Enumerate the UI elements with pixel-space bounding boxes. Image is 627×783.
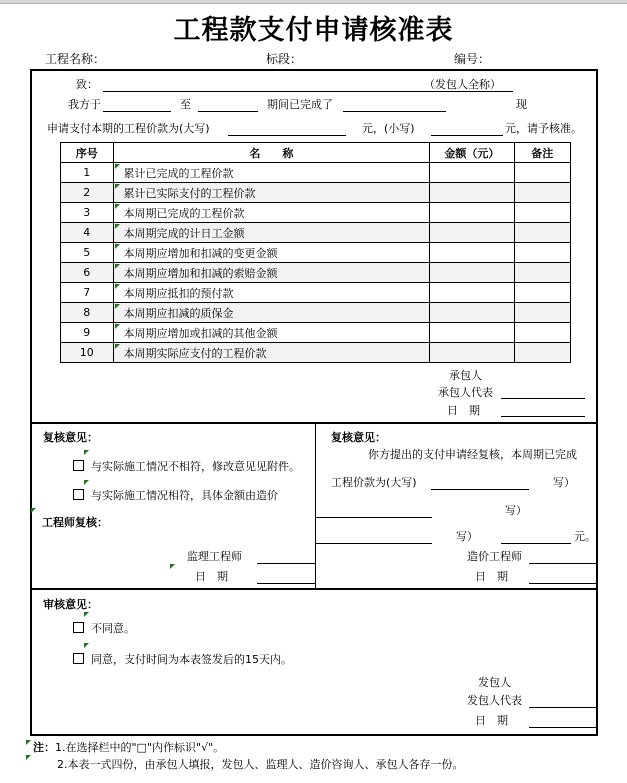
option-disagree-checkbox[interactable] (73, 622, 84, 633)
row-no: 1 (61, 163, 114, 183)
review-left-heading: 复核意见： (43, 431, 98, 444)
col-header-note: 备注 (514, 143, 570, 163)
supervisor-date-field[interactable] (257, 583, 315, 584)
row-amount-cell[interactable] (430, 223, 514, 243)
table-row (61, 183, 571, 203)
table-row (61, 223, 571, 243)
row-note-cell[interactable] (514, 203, 570, 223)
row-amount-cell[interactable] (430, 263, 514, 283)
now-label: 现 (516, 98, 527, 111)
yuan-approve-label: 元，请予核准。 (505, 122, 582, 135)
supervisor-sign-field[interactable] (257, 563, 315, 564)
comment-marker-icon (115, 284, 120, 289)
row-name: 累计已实际支付的工程价款 (123, 186, 256, 200)
start-date-field[interactable] (103, 111, 171, 112)
row-no: 4 (61, 223, 114, 243)
supervisor-date-label: 日 期 (195, 570, 228, 583)
review-xie-1: 写） (553, 476, 575, 489)
option-disagree-label: 不同意。 (91, 622, 135, 635)
engineer-review-label: 工程师复核： (42, 516, 108, 529)
comment-marker-icon (84, 450, 89, 455)
review-xie-3: 写） (456, 530, 478, 543)
row-no: 9 (61, 323, 114, 343)
period-done-label: 期间已完成了 (267, 98, 333, 111)
work-done-field[interactable] (343, 111, 446, 112)
comment-marker-icon (170, 564, 175, 569)
comment-marker-icon (115, 304, 120, 309)
employer-rep-field[interactable] (529, 707, 597, 708)
comment-marker-icon (115, 244, 120, 249)
notes-label: 注： (33, 741, 55, 754)
end-date-field[interactable] (198, 111, 258, 112)
to-word: 至 (180, 98, 191, 111)
payment-items-table (60, 142, 571, 363)
row-no: 6 (61, 263, 114, 283)
employer-date-label: 日 期 (475, 714, 508, 727)
comment-marker-icon (115, 264, 120, 269)
table-row (61, 203, 571, 223)
row-amount-cell[interactable] (430, 283, 514, 303)
row-no: 10 (61, 343, 114, 363)
table-row (61, 263, 571, 283)
row-amount-cell[interactable] (430, 323, 514, 343)
contractor-date-field[interactable] (501, 416, 585, 417)
row-amount-cell[interactable] (430, 163, 514, 183)
comment-marker-icon (84, 480, 89, 485)
cost-engineer-label: 造价工程师 (467, 550, 522, 563)
comment-marker-icon (26, 755, 31, 760)
table-row (61, 243, 571, 263)
review-column-divider (315, 423, 316, 588)
to-label: 致： (76, 78, 98, 91)
review-amount-figures-field[interactable] (501, 543, 571, 544)
we-label: 我方于 (68, 98, 101, 111)
table-row (61, 323, 571, 343)
review-amount-words-field[interactable] (431, 489, 529, 490)
table-row (61, 163, 571, 183)
option-match-checkbox[interactable] (73, 489, 84, 500)
option-match-label: 与实际施工情况相符，具体金额由造价 (91, 489, 278, 502)
row-note-cell[interactable] (514, 183, 570, 203)
employer-hint: （发包人全称） (424, 78, 501, 91)
column-ruler (0, 0, 627, 4)
employer-name-field[interactable] (103, 91, 513, 92)
table-header-row (61, 143, 571, 163)
row-name: 累计已完成的工程价款 (123, 166, 234, 180)
row-amount-cell[interactable] (430, 343, 514, 363)
cost-engineer-date-label: 日 期 (475, 570, 508, 583)
row-note-cell[interactable] (514, 223, 570, 243)
row-no: 5 (61, 243, 114, 263)
comment-marker-icon (115, 184, 120, 189)
row-no: 8 (61, 303, 114, 323)
row-note-cell[interactable] (514, 343, 570, 363)
row-no: 3 (61, 203, 114, 223)
row-name: 本周期已完成的工程价款 (123, 206, 245, 220)
col-header-name: 名 称 (113, 143, 430, 163)
cost-engineer-sign-field[interactable] (529, 563, 597, 564)
amount-figures-field[interactable] (431, 135, 503, 136)
contractor-label: 承包人 (449, 369, 482, 382)
comment-marker-icon (84, 612, 89, 617)
col-header-amount: 金额（元） (430, 143, 514, 163)
row-note-cell[interactable] (514, 163, 570, 183)
row-amount-cell[interactable] (430, 243, 514, 263)
review-line-field-1[interactable] (316, 517, 432, 518)
section-divider (31, 422, 597, 424)
employer-date-field[interactable] (529, 727, 597, 728)
option-mismatch-label: 与实际施工情况不相符，修改意见见附件。 (91, 460, 300, 473)
row-no: 2 (61, 183, 114, 203)
comment-marker-icon (84, 643, 89, 648)
row-no: 7 (61, 283, 114, 303)
audit-heading: 审核意见： (43, 598, 98, 611)
cost-engineer-date-field[interactable] (529, 583, 597, 584)
note-2: 2.本表一式四份，由承包人填报，发包人、监理人、造价咨询人、承包人各存一份。 (57, 758, 464, 771)
section-divider (31, 588, 597, 590)
review-right-line1: 你方提出的支付申请经复核，本周期已完成 (368, 448, 577, 461)
col-header-no: 序号 (61, 143, 114, 163)
employer-rep-label: 发包人代表 (467, 694, 522, 707)
comment-marker-icon (115, 164, 120, 169)
table-row (61, 283, 571, 303)
row-name: 本周期应增加和扣减的索赔金额 (123, 266, 278, 280)
comment-marker-icon (115, 204, 120, 209)
row-name: 本周期应扣减的质保金 (123, 306, 234, 320)
yuan-small-label: 元，(小写) (362, 122, 415, 135)
review-line-field-2[interactable] (316, 543, 432, 544)
review-xie-2: 写） (505, 504, 527, 517)
section-label: 标段： (266, 52, 303, 66)
page-title: 工程款支付申请核准表 (173, 15, 454, 46)
supervisor-label: 监理工程师 (187, 550, 242, 563)
row-name: 本周期应抵扣的预付款 (123, 286, 234, 300)
table-row (61, 303, 571, 323)
row-name: 本周期实际应支付的工程价款 (123, 346, 267, 360)
row-note-cell[interactable] (514, 303, 570, 323)
row-note-cell[interactable] (514, 263, 570, 283)
row-name: 本周期应增加或扣减的其他金额 (123, 326, 278, 340)
review-amount-label: 工程价款为(大写) (331, 476, 417, 489)
option-agree-checkbox[interactable] (73, 653, 84, 664)
project-name-label: 工程名称： (45, 52, 106, 66)
comment-marker-icon (31, 508, 36, 513)
contractor-rep-label: 承包人代表 (438, 386, 493, 399)
comment-marker-icon (115, 324, 120, 329)
review-right-heading: 复核意见： (331, 431, 386, 444)
row-amount-cell[interactable] (430, 303, 514, 323)
comment-marker-icon (26, 740, 31, 745)
option-agree-label: 同意，支付时间为本表签发后的15天内。 (91, 653, 292, 666)
employer-label: 发包人 (478, 676, 511, 689)
row-note-cell[interactable] (514, 283, 570, 303)
contractor-rep-field[interactable] (501, 398, 585, 399)
row-note-cell[interactable] (514, 243, 570, 263)
option-mismatch-checkbox[interactable] (73, 460, 84, 471)
note-1: 1.在选择栏中的"□"内作标识"√"。 (55, 741, 225, 754)
amount-words-field[interactable] (228, 135, 346, 136)
row-amount-cell[interactable] (430, 203, 514, 223)
row-amount-cell[interactable] (430, 183, 514, 203)
contractor-date-label: 日 期 (447, 404, 480, 417)
number-label: 编号： (454, 52, 491, 66)
review-yuan: 元。 (574, 530, 596, 543)
comment-marker-icon (115, 224, 120, 229)
row-name: 本周期完成的计日工金额 (123, 226, 245, 240)
request-label: 申请支付本期的工程价款为(大写) (47, 122, 210, 135)
row-name: 本周期应增加和扣减的变更金额 (123, 246, 278, 260)
row-note-cell[interactable] (514, 323, 570, 343)
comment-marker-icon (115, 344, 120, 349)
table-row (61, 343, 571, 363)
